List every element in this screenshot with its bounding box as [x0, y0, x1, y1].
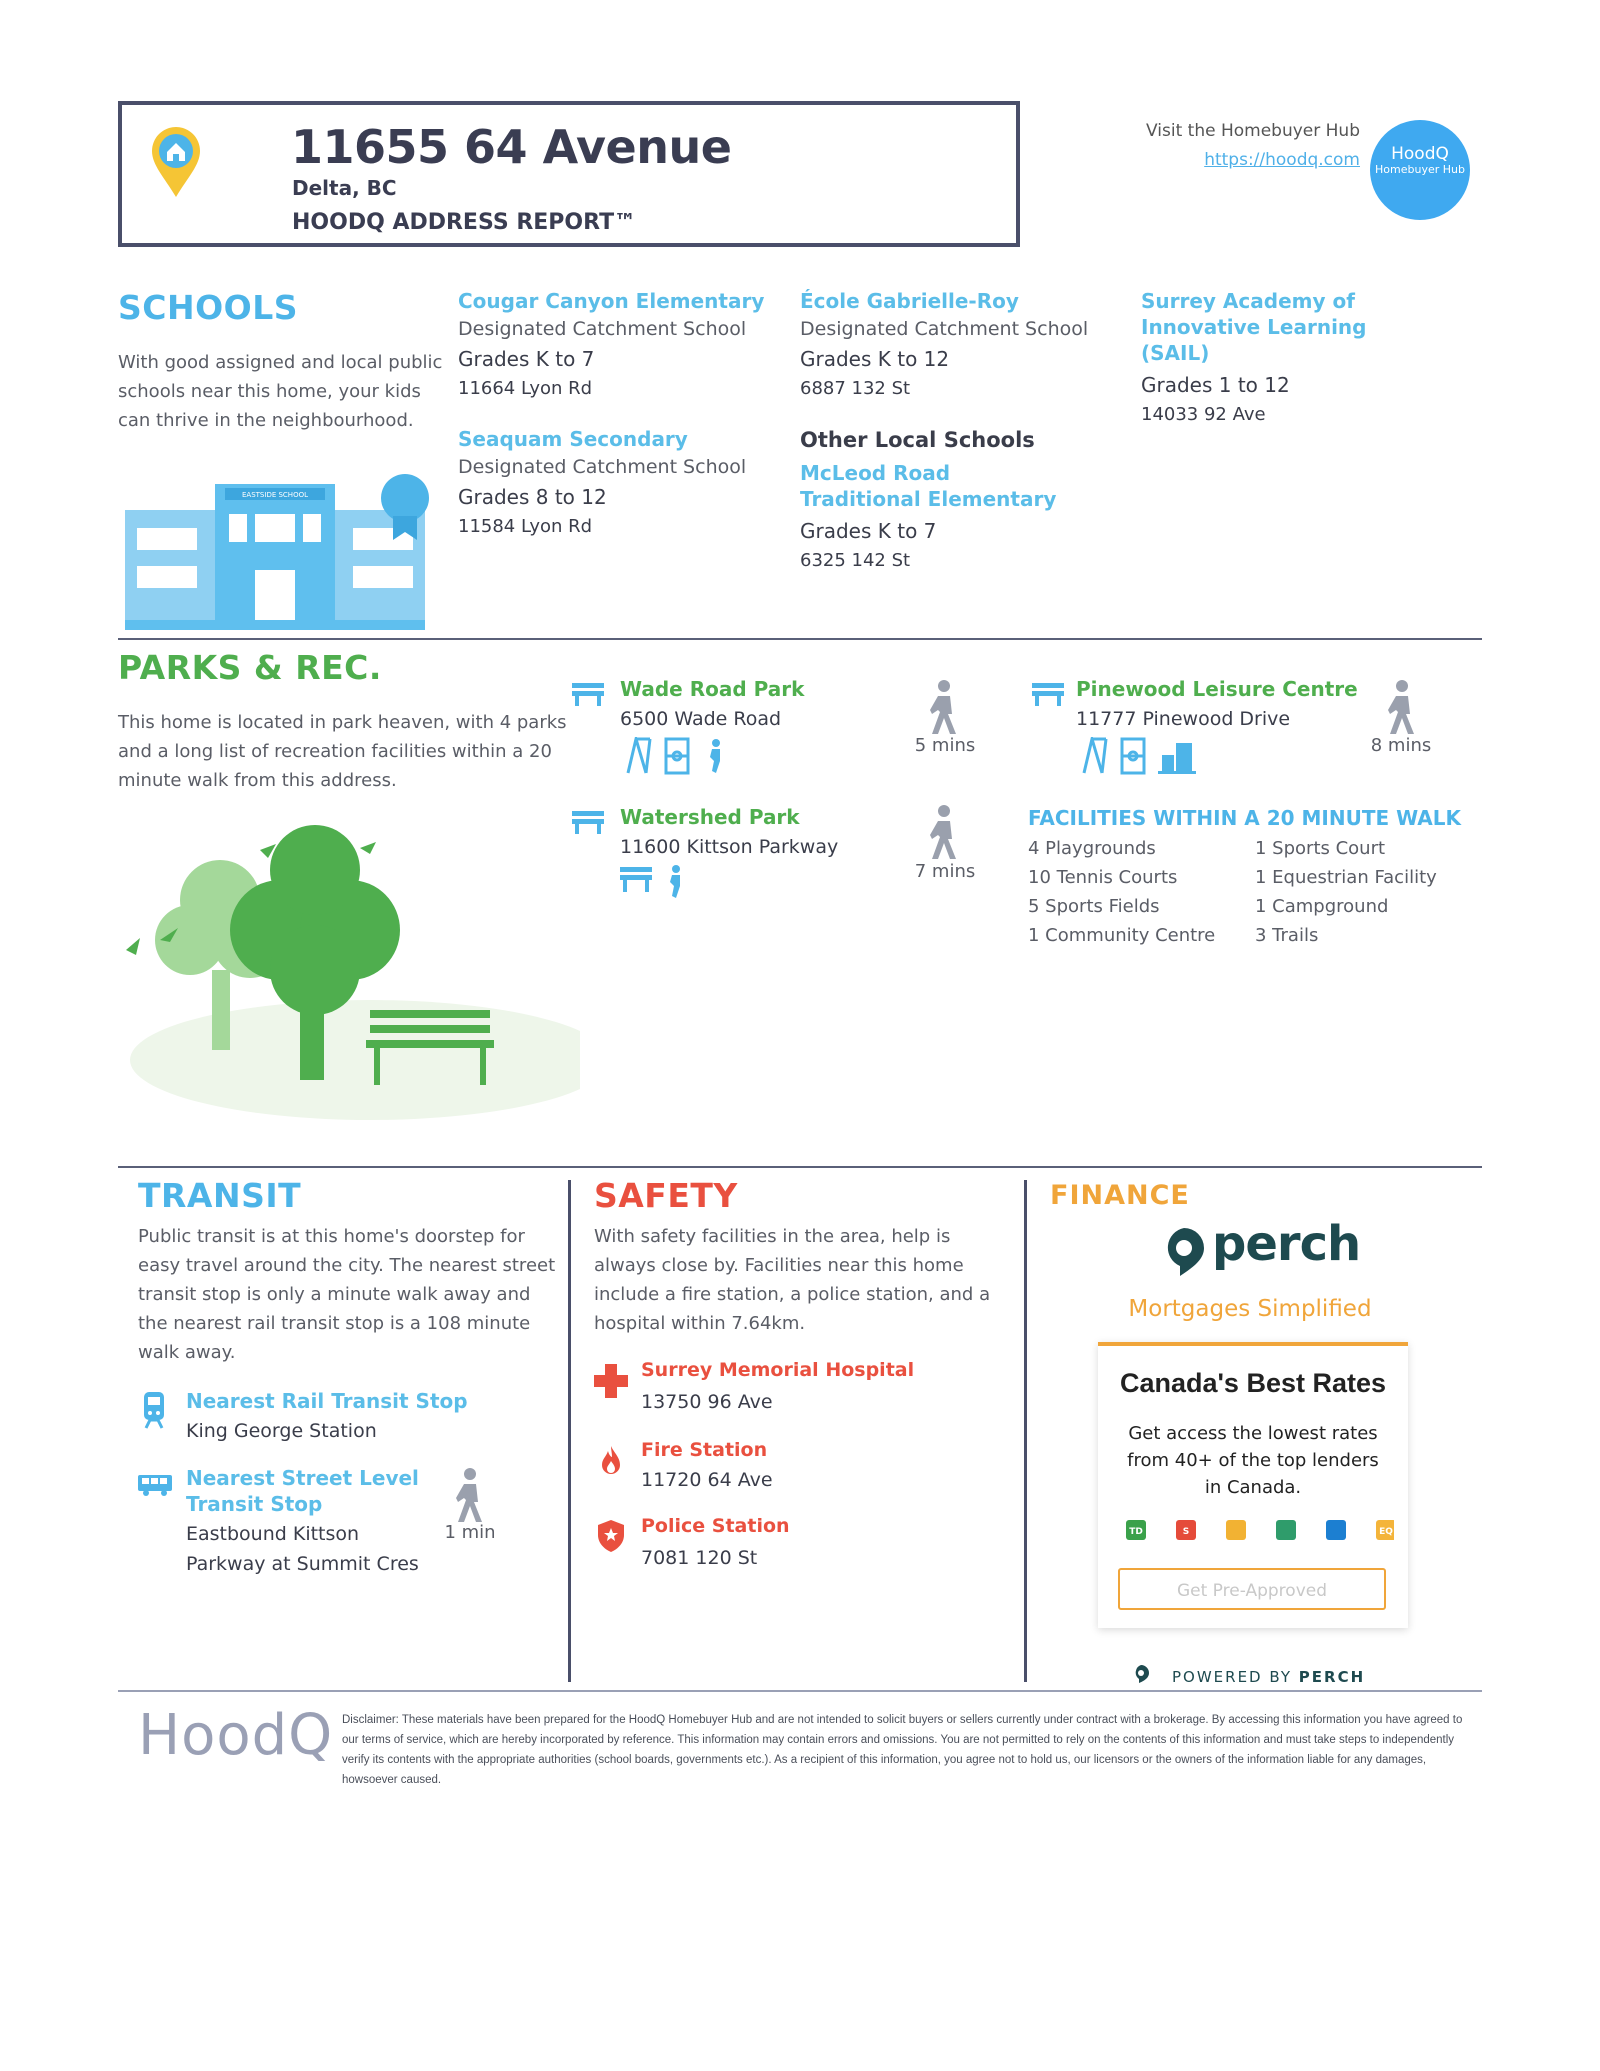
rates-card-title: Canada's Best Rates [1119, 1368, 1387, 1398]
safety-description: With safety facilities in the area, help is always close by. Facilities near this home include a fire station, a police station, and a hospital within 7.64km. [594, 1226, 991, 1334]
rail-stop-label: Nearest Rail Transit Stop [186, 1389, 468, 1413]
walking-icon [928, 805, 960, 863]
transit-title: TRANSIT [138, 1176, 302, 1215]
park-trees-illustration [120, 820, 580, 1124]
school-item [458, 288, 778, 404]
schools-description: With good assigned and local public schools near this home, your kids can thrive in the neighbourhood. [118, 352, 443, 431]
school-grades: Grades 1 to 12 [1141, 373, 1290, 397]
perch-brand: perch [1212, 1216, 1361, 1272]
bank-logo-icon [1176, 1520, 1196, 1540]
school-address: 11664 Lyon Rd [458, 378, 593, 399]
school-name[interactable]: Seaquam Secondary [458, 427, 688, 451]
community-centre-icon [1158, 743, 1196, 774]
train-icon [140, 1390, 168, 1434]
hub-text: Visit the Homebuyer Hub [1146, 121, 1360, 141]
walk-time: 1 min [444, 1522, 496, 1543]
bank-logo-label: EQ [1379, 1527, 1393, 1537]
facility-item: 1 Campground [1255, 896, 1389, 917]
school-name[interactable]: Surrey Academy of Innovative Learning (SAIL) [1141, 289, 1367, 365]
park-amenity-icons [1080, 737, 1200, 779]
perch-tagline: Mortgages Simplified [1128, 1296, 1372, 1322]
bench-icon [620, 867, 652, 892]
hub-badge[interactable] [1370, 120, 1470, 220]
police-station-address: 7081 120 St [641, 1547, 758, 1569]
fire-station-name[interactable]: Fire Station [641, 1439, 768, 1461]
park-name[interactable]: Watershed Park [620, 805, 800, 829]
bank-logo-label: S [1182, 1527, 1190, 1537]
facilities-left-list [1028, 834, 1258, 950]
section-divider [118, 638, 1482, 640]
bank-logo-label: TD [1129, 1527, 1143, 1537]
facility-item: 5 Sports Fields [1028, 896, 1160, 917]
school-grades: Grades K to 12 [800, 347, 950, 371]
bank-logo-row [1114, 1516, 1394, 1548]
school-address: 6325 142 St [800, 550, 911, 571]
bus-icon [137, 1474, 173, 1500]
fire-icon [600, 1445, 622, 1481]
facilities-title: FACILITIES WITHIN A 20 MINUTE WALK [1028, 806, 1461, 830]
hospital-cross-icon [594, 1364, 628, 1402]
property-address: 11655 64 Avenue [291, 120, 732, 174]
walk-time: 5 mins [914, 735, 976, 756]
police-badge-icon [597, 1519, 625, 1557]
powered-brand: PERCH [1298, 1668, 1366, 1686]
parks-title: PARKS & REC. [118, 648, 382, 687]
police-station-name[interactable]: Police Station [641, 1515, 790, 1537]
trail-icon [670, 865, 680, 898]
school-grades: Grades K to 7 [458, 347, 595, 371]
disclaimer-text: Disclaimer: These materials have been prepared for the HoodQ Homebuyer Hub and are not intended to solicit buyers or sellers currently under contract with a brokerage. By accessing this information you have agreed to our terms of service, which are hereby incorporated by reference. This information may contain errors and omissions. You are not permitted to rely on the contents of this information and must take steps to independently verify its contents with the appropriate authorities (school boards, governments etc.). As a recipient of this information, you agree not to hold us, our licensors or the owners of the information liable for any damages, howsoever caused. [342, 1714, 1463, 1786]
park-amenity-icons [620, 864, 690, 902]
facility-item: 3 Trails [1255, 925, 1319, 946]
fire-station-address: 11720 64 Ave [641, 1469, 773, 1491]
bank-logo-icon [1326, 1520, 1346, 1540]
bank-logo-icon [1376, 1520, 1394, 1540]
playground-icon [1084, 739, 1106, 773]
school-type: Designated Catchment School [800, 318, 1089, 340]
facility-item: 10 Tennis Courts [1028, 867, 1178, 888]
home-pin-icon [150, 125, 202, 203]
park-name[interactable]: Pinewood Leisure Centre [1076, 677, 1358, 701]
school-address: 14033 92 Ave [1141, 404, 1266, 425]
park-address: 11777 Pinewood Drive [1076, 708, 1291, 730]
hub-badge-title: HoodQ [1391, 144, 1449, 164]
get-pre-approved-button[interactable]: Get Pre-Approved [1118, 1568, 1386, 1610]
walk-time: 7 mins [914, 861, 976, 882]
bank-logo-icon [1226, 1520, 1246, 1540]
sports-field-icon [666, 739, 688, 773]
section-divider [118, 1166, 1482, 1168]
school-item [1141, 288, 1461, 430]
bench-icon [572, 680, 604, 710]
facility-item: 4 Playgrounds [1028, 838, 1156, 859]
school-grades: Grades K to 7 [800, 519, 937, 543]
park-amenity-icons [624, 737, 734, 779]
school-building-icon [125, 470, 445, 634]
school-name[interactable]: McLeod Road Traditional Elementary [800, 461, 1057, 511]
facility-item: 1 Equestrian Facility [1255, 867, 1437, 888]
school-name[interactable]: Cougar Canyon Elementary [458, 289, 765, 313]
rates-card-description: Get access the lowest rates from 40+ of the top lenders in Canada. [1127, 1423, 1379, 1498]
column-divider [568, 1180, 571, 1682]
trail-icon [710, 739, 720, 773]
hospital-address: 13750 96 Ave [641, 1391, 773, 1413]
walking-icon [928, 680, 960, 738]
powered-by-perch [1130, 1668, 1365, 1686]
other-schools-title: Other Local Schools [800, 428, 1035, 452]
svg-text:EASTSIDE SCHOOL: EASTSIDE SCHOOL [242, 491, 308, 499]
facility-item: 1 Sports Court [1255, 838, 1386, 859]
parks-description: This home is located in park heaven, with 4 parks and a long list of recreation facilities within a 20 minute walk from this address. [118, 712, 567, 791]
bank-logo-icon [1126, 1520, 1146, 1540]
street-stop-name[interactable]: Eastbound Kittson Parkway at Summit Cres [186, 1523, 419, 1575]
footer-divider [118, 1690, 1482, 1692]
report-title: HOODQ ADDRESS REPORT™ [292, 210, 637, 235]
school-address: 11584 Lyon Rd [458, 516, 593, 537]
school-type: Designated Catchment School [458, 456, 747, 478]
bench-icon [1032, 680, 1064, 710]
facility-item: 1 Community Centre [1028, 925, 1216, 946]
bank-logo-icon [1276, 1520, 1296, 1540]
park-address: 6500 Wade Road [620, 708, 782, 730]
rail-stop-name[interactable]: King George Station [186, 1420, 377, 1442]
school-name[interactable]: École Gabrielle-Roy [800, 289, 1019, 313]
transit-description: Public transit is at this home's doorstep for easy travel around the city. The nearest street transit stop is only a minute walk away and the nearest rail transit stop is a 108 minute walk away. [138, 1226, 556, 1363]
school-item [800, 288, 1120, 404]
sports-field-icon [1122, 739, 1144, 773]
walk-time: 8 mins [1370, 735, 1432, 756]
powered-prefix: POWERED BY [1172, 1668, 1293, 1686]
playground-icon [628, 739, 650, 773]
school-item [458, 426, 778, 542]
park-name[interactable]: Wade Road Park [620, 677, 805, 701]
school-type: Designated Catchment School [458, 318, 747, 340]
column-divider [1024, 1180, 1027, 1682]
other-schools [800, 424, 1100, 576]
bench-icon [572, 808, 604, 838]
finance-title: FINANCE [1050, 1180, 1190, 1211]
hoodq-logo: HoodQ [138, 1703, 334, 1768]
school-address: 6887 132 St [800, 378, 911, 399]
facilities-right-list [1255, 834, 1485, 950]
school-grades: Grades 8 to 12 [458, 485, 607, 509]
hub-badge-sub: Homebuyer Hub [1375, 163, 1465, 176]
schools-title: SCHOOLS [118, 288, 299, 327]
walking-icon [454, 1468, 486, 1526]
street-stop-label: Nearest Street Level Transit Stop [186, 1466, 419, 1516]
walking-icon [1386, 680, 1418, 738]
safety-title: SAFETY [594, 1176, 738, 1215]
property-city: Delta, BC [292, 176, 397, 200]
hub-link[interactable]: https://hoodq.com [1204, 150, 1360, 170]
hospital-name[interactable]: Surrey Memorial Hospital [641, 1359, 915, 1381]
rates-card [1098, 1342, 1408, 1628]
park-address: 11600 Kittson Parkway [620, 836, 839, 858]
perch-logo-icon [1160, 1226, 1208, 1282]
